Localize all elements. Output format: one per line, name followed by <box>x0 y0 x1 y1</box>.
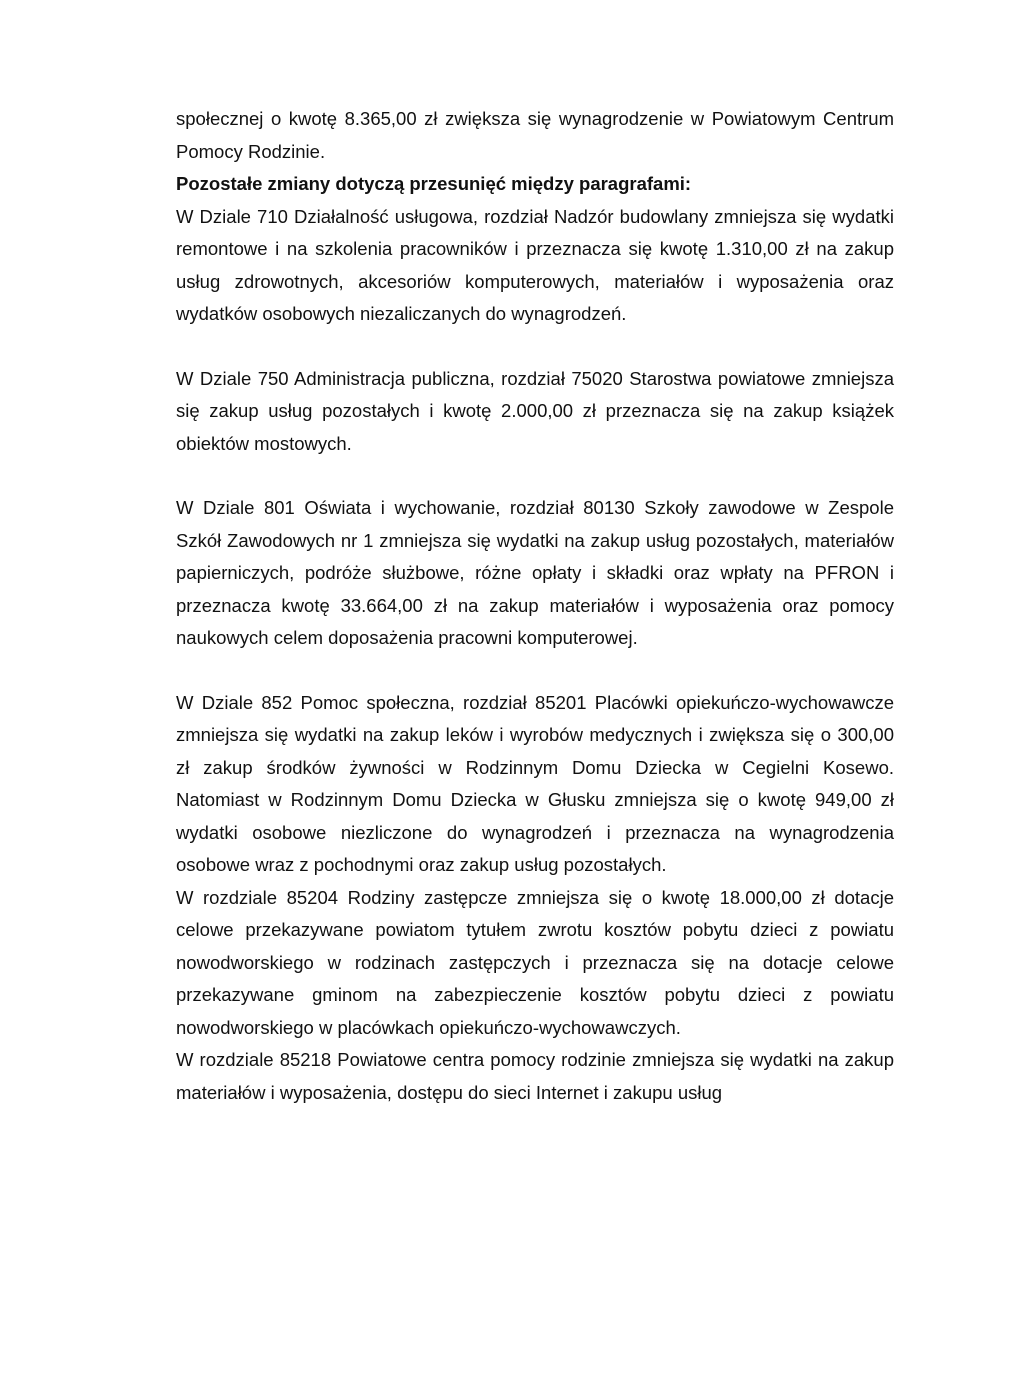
paragraph-dzial-710: W Dziale 710 Działalność usługowa, rozdział Nadzór budowlany zmniejsza się wydatki remontowe i na szkolenia pracowników i przeznacza się kwotę 1.310,00 zł na zakup usług zdrowotnych, akcesoriów komputerowych, materiałów i wyposażenia oraz wydatków osobowych niezaliczanych do wynagrodzeń. <box>176 205 894 324</box>
paragraph-dzial-750: W Dziale 750 Administracja publiczna, rozdział 75020 Starostwa powiatowe zmniejsza się zakup usług pozostałych i kwotę 2.000,00 zł przeznacza się na zakup książek obiektów mostowych. <box>176 367 894 454</box>
paragraph-rozdzial-85204: W rozdziale 85204 Rodziny zastępcze zmniejsza się o kwotę 18.000,00 zł dotacje celowe przekazywane powiatom tytułem zwrotu kosztów pobytu dzieci z powiatu nowodworskiego w rodzinach zastępczych i przeznacza się na dotacje celowe przekazywane gminom na zabezpieczenie kosztów pobytu dzieci z powiatu nowodworskiego w placówkach opiekuńczo-wychowawczych. <box>176 886 894 1038</box>
paragraph-dzial-852: W Dziale 852 Pomoc społeczna, rozdział 85201 Placówki opiekuńczo-wychowawcze zmniejsza się wydatki na zakup leków i wyrobów medycznych i zwiększa się o 300,00 zł zakup środków żywności w Rodzinnym Domu Dziecka w Cegielni Kosewo. Natomiast w Rodzinnym Domu Dziecka w Głusku zmniejsza się o kwotę 949,00 zł wydatki osobowe niezliczone do wynagrodzeń i przeznacza na wynagrodzenia osobowe wraz z pochodnymi oraz zakup usług pozostałych. <box>176 691 894 875</box>
document-body <box>176 103 894 1109</box>
paragraph-rozdzial-85218: W rozdziale 85218 Powiatowe centra pomocy rodzinie zmniejsza się wydatki na zakup materiałów i wyposażenia, dostępu do sieci Internet i zakupu usług <box>176 1049 894 1103</box>
section-heading-transfers: Pozostałe zmiany dotyczą przesunięć między paragrafami: <box>176 173 692 194</box>
paragraph-dzial-801: W Dziale 801 Oświata i wychowanie, rozdział 80130 Szkoły zawodowe w Zespole Szkół Zawodowych nr 1 zmniejsza się wydatki na zakup usług pozostałych, materiałów papierniczych, podróże służbowe, różne opłaty i składki oraz wpłaty na PFRON i przeznacza kwotę 33.664,00 zł na zakup materiałów i wyposażenia oraz pomocy naukowych celem doposażenia pracowni komputerowej. <box>176 497 894 648</box>
paragraph-intro-continuation: społecznej o kwotę 8.365,00 zł zwiększa się wynagrodzenie w Powiatowym Centrum Pomocy Rodzinie. <box>176 108 894 162</box>
